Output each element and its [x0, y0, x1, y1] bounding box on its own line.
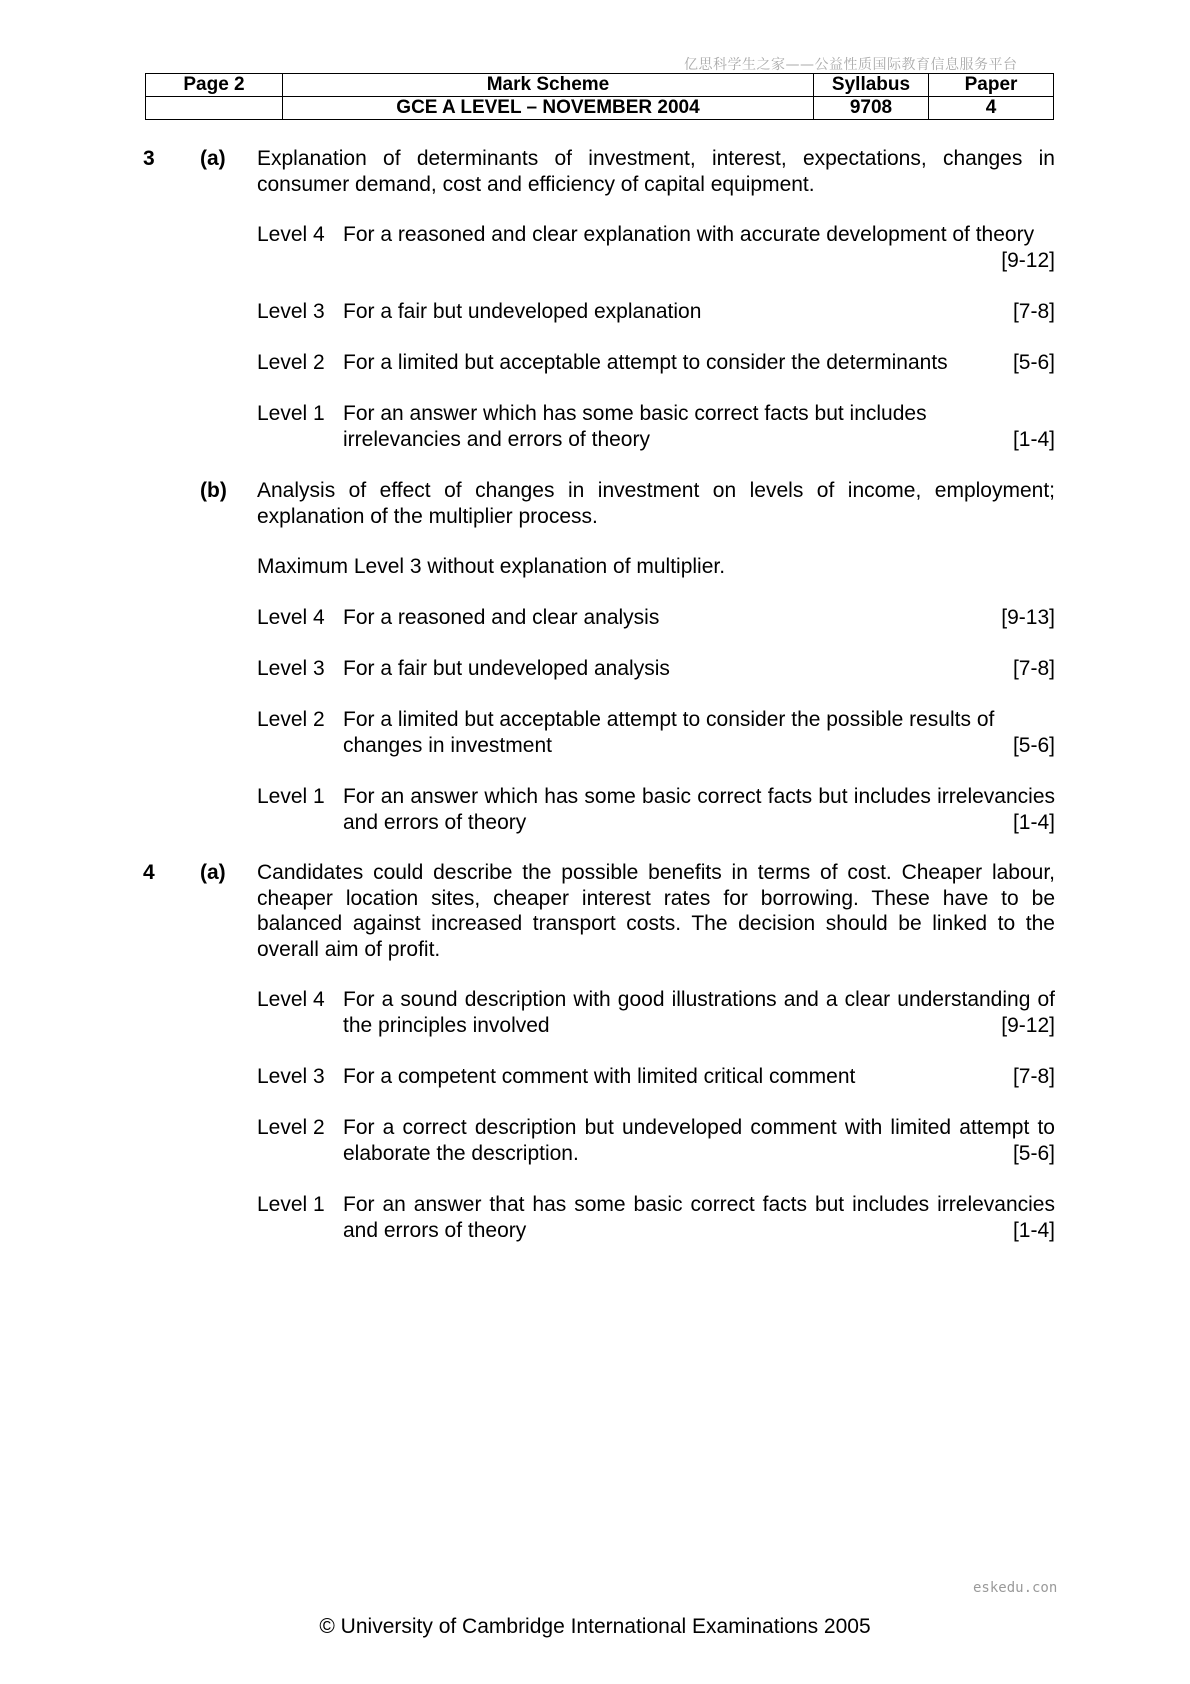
header-page: Page 2 [146, 74, 283, 97]
level-item [257, 656, 1055, 682]
level-text: For a fair but undeveloped analysis [343, 657, 670, 680]
question-part-label: (a) [200, 147, 226, 170]
header-exam: GCE A LEVEL – NOVEMBER 2004 [283, 97, 814, 120]
level-text: For an answer which has some basic correct facts but includes irrelevancies and errors of theory [343, 402, 927, 451]
level-item [257, 401, 1055, 452]
level-marks: [5-6] [1012, 351, 1055, 374]
question-text: Candidates could describe the possible benefits in terms of cost. Cheaper labour, cheaper location sites, cheaper interest rates for borrowing. These have to be balanced against increased transport costs. The decision should be linked to the overall aim of profit. [257, 861, 1055, 961]
level-marks: [1-4] [1012, 810, 1055, 834]
header-syllabus-label: Syllabus [814, 74, 929, 97]
level-label: Level 1 [257, 785, 325, 808]
level-item [257, 987, 1055, 1038]
header-empty-cell [146, 97, 283, 120]
header-syllabus: 9708 [814, 97, 929, 120]
question-text: Analysis of effect of changes in investment on levels of income, employment; explanation of the multiplier process. [257, 479, 1055, 528]
level-text: For a limited but acceptable attempt to consider the determinants [343, 351, 948, 374]
level-text: For a correct description but undeveloped comment with limited attempt to elaborate the description. [343, 1116, 1055, 1165]
level-text: For a limited but acceptable attempt to consider the possible results of changes in investment [343, 708, 995, 757]
level-label: Level 1 [257, 402, 325, 425]
level-marks: [7-8] [1012, 657, 1055, 680]
level-label: Level 1 [257, 1193, 325, 1216]
header-table [145, 73, 1054, 120]
level-item [257, 1064, 1055, 1090]
level-text: For an answer which has some basic correct facts but includes irrelevancies and errors of theory [343, 785, 1055, 834]
question-part-label: (a) [200, 861, 226, 884]
watermark-top: 亿思科学生之家——公益性质国际教育信息服务平台 [684, 57, 1018, 73]
level-label: Level 2 [257, 351, 325, 374]
level-label: Level 2 [257, 708, 325, 731]
level-item [257, 299, 1055, 325]
level-item [257, 707, 1055, 758]
level-label: Level 3 [257, 657, 325, 680]
header-title: Mark Scheme [283, 74, 814, 97]
header-paper-label: Paper [929, 74, 1054, 97]
footer-copyright: © University of Cambridge International Examinations 2005 [319, 1615, 871, 1638]
question-note: Maximum Level 3 without explanation of multiplier. [257, 555, 726, 578]
level-marks: [9-12] [1001, 248, 1055, 272]
level-item [257, 784, 1055, 835]
level-label: Level 4 [257, 988, 325, 1011]
level-label: Level 2 [257, 1116, 325, 1139]
level-text: For a fair but undeveloped explanation [343, 300, 702, 323]
level-marks: [7-8] [1012, 300, 1055, 323]
level-marks: [7-8] [1012, 1065, 1055, 1088]
level-label: Level 3 [257, 300, 325, 323]
level-text: For an answer that has some basic correct facts but includes irrelevancies and errors of theory [343, 1193, 1055, 1242]
level-label: Level 4 [257, 223, 325, 246]
level-item [257, 222, 1055, 273]
watermark-bottom: eskedu.con [973, 1580, 1058, 1596]
level-text: For a reasoned and clear analysis [343, 606, 660, 629]
level-item [257, 605, 1055, 631]
level-marks: [9-12] [1001, 1013, 1055, 1037]
level-marks: [5-6] [1012, 733, 1055, 757]
level-marks: [5-6] [1012, 1141, 1055, 1165]
level-item [257, 1115, 1055, 1166]
question-number: 4 [143, 861, 155, 884]
question-text: Explanation of determinants of investment, interest, expectations, changes in consumer demand, cost and efficiency of capital equipment. [257, 147, 1055, 196]
level-text: For a competent comment with limited critical comment [343, 1065, 856, 1088]
level-label: Level 3 [257, 1065, 325, 1088]
question-part-label: (b) [200, 479, 227, 502]
level-marks: [1-4] [1012, 1218, 1055, 1242]
level-text: For a sound description with good illustrations and a clear understanding of the principles involved [343, 988, 1055, 1037]
level-item [257, 1192, 1055, 1243]
level-marks: [1-4] [1012, 427, 1055, 451]
level-label: Level 4 [257, 606, 325, 629]
header-paper: 4 [929, 97, 1054, 120]
question-number: 3 [143, 147, 155, 170]
level-item [257, 350, 1055, 376]
level-text: For a reasoned and clear explanation with accurate development of theory [343, 223, 1035, 246]
level-marks: [9-13] [1001, 606, 1055, 629]
